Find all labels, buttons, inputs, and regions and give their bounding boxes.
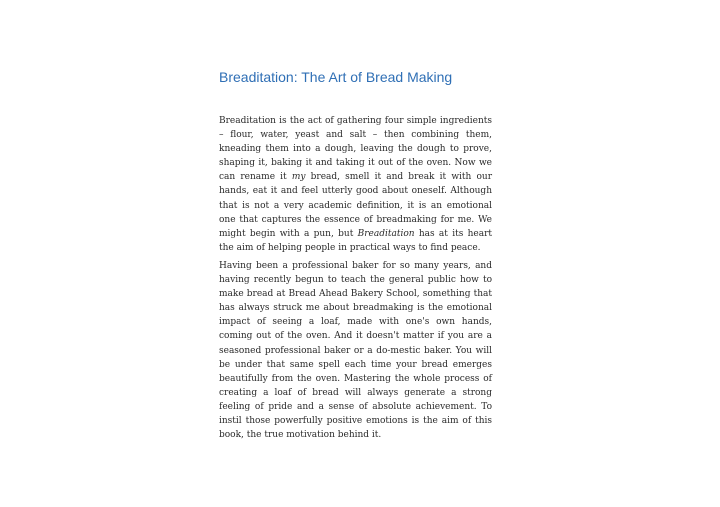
paragraph-1-emphasis-breaditation: Breaditation bbox=[357, 228, 415, 239]
paragraph-2: Having been a professional baker for so many years, and having recently begun to teach the general public how to make bread at Bread Ahead Bakery School, something that has always struck me about breadmaking is the emotional impact of seeing a loaf, made with one's own hands, coming out of the oven. And it doesn't matter if you are a seasoned professional baker or a do-mestic baker. You will be under that same spell each time your bread emerges beautifully from the oven. Mastering the whole process of creating a loaf of bread will always generate a strong feeling of pride and a sense of absolute achievement. To instil those powerfully positive emotions is the aim of this book, the true motivation behind it. bbox=[219, 260, 492, 441]
paragraph-1 bbox=[219, 114, 492, 255]
paragraph-1-emphasis-my: my bbox=[291, 172, 306, 183]
paragraph-1-part-1: Breaditation is the act of gathering four simple ingredients – flour, water, yeast and salt – then combining them, kneading them into a dough, leaving the dough to prove, shaping it, baking it and taking it out of the oven. Now we can rename it bbox=[219, 116, 492, 183]
paragraph-1-part-2: bread, smell it and break it with our hands, eat it and feel utterly good about oneself. Although that is not a very academic definition, it is an emotional one that captures the essence of breadmaking for me. We might begin with a pun, but bbox=[219, 172, 493, 239]
paragraph-1-part-3: has at its heart the aim of helping people in practical ways to find peace. bbox=[219, 228, 493, 253]
page-title: Breaditation: The Art of Bread Making bbox=[219, 69, 453, 85]
body-text bbox=[219, 114, 492, 446]
